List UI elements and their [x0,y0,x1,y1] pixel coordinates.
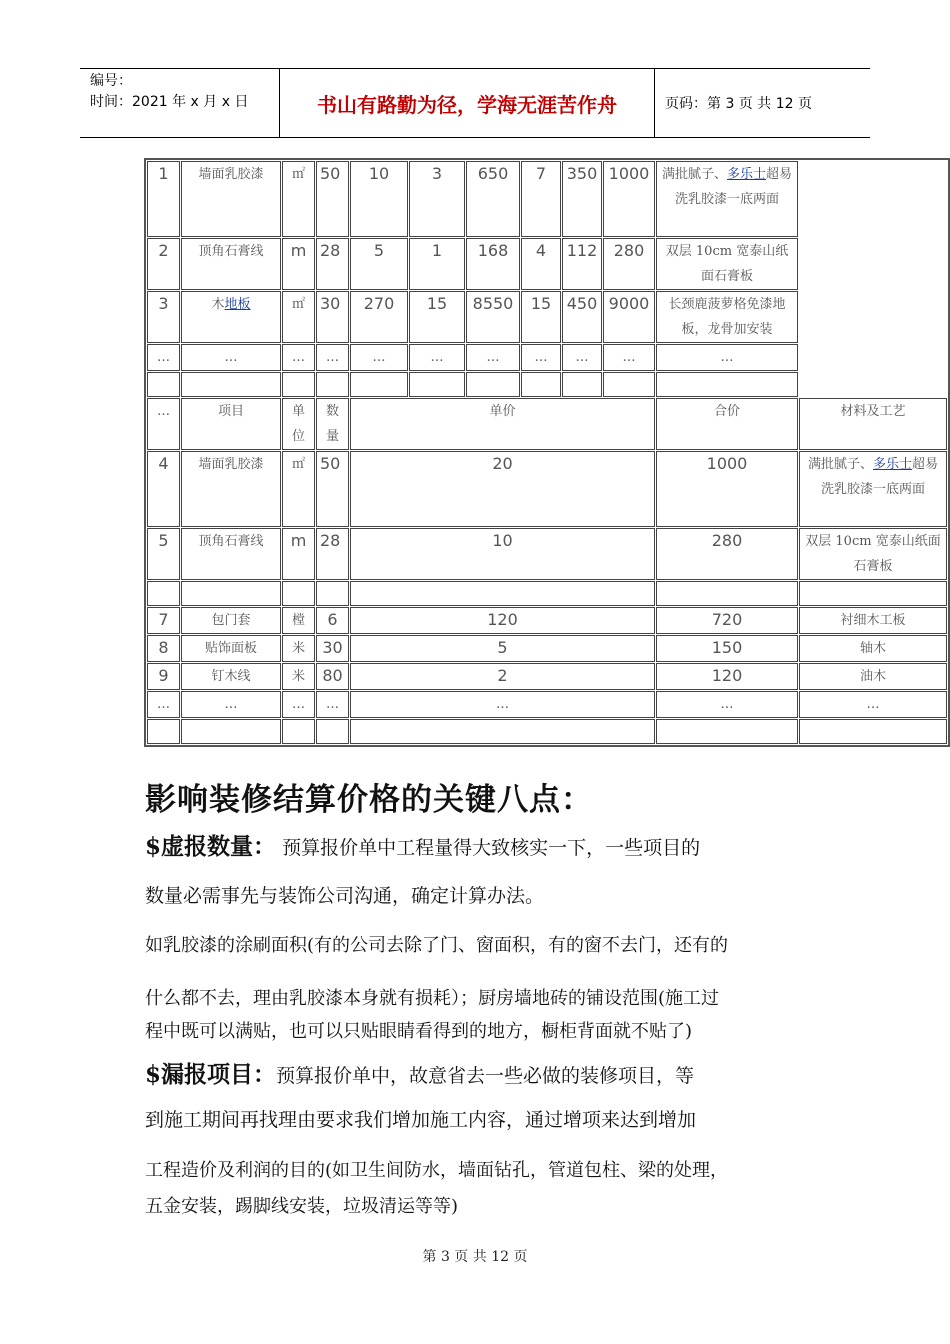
cell-value: 8550 [466,291,520,343]
cell-ellipsis: … [316,344,349,371]
paragraph-line [145,828,825,861]
header-price: 单价 [350,398,655,450]
cell-total: 120 [656,663,798,690]
cell-no: 3 [147,291,180,343]
cell-no: 5 [147,528,180,580]
cell-no: 1 [147,161,180,237]
cell-unit: m [282,528,315,580]
material-text: 超易洗乳胶漆一底两面 [674,167,793,207]
section-title: 影响装修结算价格的关键八点： [145,782,593,818]
cell-ellipsis: … [350,691,655,718]
cell-no: 2 [147,238,180,290]
paragraph-line: 什么都不去，理由乳胶漆本身就有损耗）；厨房墙地砖的铺设范围(施工过 [145,988,720,1009]
table-row [147,663,947,690]
cell-item: 墙面乳胶漆 [181,451,281,527]
cell-ellipsis: … [350,344,408,371]
cell-material: 油木 [799,663,947,690]
cell-value: 4 [521,238,561,290]
header-material: 材料及工艺 [799,398,947,450]
cell-material: 衬细木工板 [799,607,947,634]
header-unit: 单位 [282,398,315,450]
cell-ellipsis: … [282,691,315,718]
cell-ellipsis: … [603,344,655,371]
cell-ellipsis: … [521,344,561,371]
material-link[interactable]: 多乐士 [726,167,766,182]
cell-qty: 28 [316,528,349,580]
paragraph-line: 工程造价及利润的目的(如卫生间防水，墙面钻孔，管道包柱、梁的处理， [145,1160,729,1181]
cell-no: 9 [147,663,180,690]
paragraph-line: 如乳胶漆的涂刷面积(有的公司去除了门、窗面积，有的窗不去门，还有的 [145,935,729,956]
paragraph-line: 五金安装，踢脚线安装，垃圾清运等等) [145,1196,459,1217]
cell-total: 1000 [656,451,798,527]
paragraph-line: 到施工期间再找理由要求我们增加施工内容，通过增项来达到增加 [145,1109,697,1131]
quote-table [144,158,950,747]
paragraph-text: 预算报价单中工程量得大致核实一下，一些项目的 [282,837,701,859]
header-time: 时间：2021 年 x 月 x 日 [90,94,249,110]
header-total: 合价 [656,398,798,450]
cell-value: 5 [350,238,408,290]
header-slogan: 书山有路勤为径，学海无涯苦作舟 [280,69,655,137]
cell-material [656,161,798,237]
item-heading: $虚报数量： [145,833,277,860]
item-heading: $漏报项目： [145,1061,277,1088]
cell-value: 15 [521,291,561,343]
item-text: 木 [211,297,225,312]
cell-ellipsis: … [562,344,602,371]
cell-qty: 30 [316,635,349,662]
cell-item: 墙面乳胶漆 [181,161,281,237]
cell-value: 3 [409,161,465,237]
cell-value: 112 [562,238,602,290]
table-row-empty [147,719,947,744]
cell-qty: 6 [316,607,349,634]
cell-value: 1 [409,238,465,290]
cell-value: 650 [466,161,520,237]
cell-total: 1000 [603,161,655,237]
cell-value: 7 [521,161,561,237]
paragraph-line [145,1056,825,1089]
cell-item: 顶角石膏线 [181,528,281,580]
cell-value: 10 [350,161,408,237]
cell-ellipsis: … [656,344,798,371]
table-row [147,607,947,634]
cell-no: 4 [147,451,180,527]
cell-qty: 80 [316,663,349,690]
cell-material: 轴木 [799,635,947,662]
page-header [80,68,870,138]
cell-total: 280 [656,528,798,580]
cell-material: 双层 10cm 宽泰山纸面石膏板 [656,238,798,290]
cell-unit: 米 [282,663,315,690]
table-row [147,635,947,662]
cell-price: 2 [350,663,655,690]
table-row [147,528,947,580]
cell-no: 8 [147,635,180,662]
material-text: 满批腻子、 [661,167,727,182]
cell-price: 10 [350,528,655,580]
cell-ellipsis: … [147,344,180,371]
cell-ellipsis: … [147,691,180,718]
header-no: … [147,398,180,450]
table-row [147,691,947,718]
cell-unit: ㎡ [282,161,315,237]
header-item: 项目 [181,398,281,450]
cell-total: 150 [656,635,798,662]
cell-item: 顶角石膏线 [181,238,281,290]
cell-qty: 50 [316,451,349,527]
cell-price: 20 [350,451,655,527]
table-row-empty [147,372,947,397]
cell-no: 7 [147,607,180,634]
cell-qty: 30 [316,291,349,343]
page-footer: 第 3 页 共 12 页 [422,1249,528,1265]
cell-value: 15 [409,291,465,343]
cell-value: 450 [562,291,602,343]
cell-unit: m [282,238,315,290]
table-row [147,238,947,290]
material-link[interactable]: 多乐士 [872,457,912,472]
cell-unit: ㎡ [282,451,315,527]
cell-item: 钉木线 [181,663,281,690]
header-qty: 数量 [316,398,349,450]
cell-unit: ㎡ [282,291,315,343]
table-row [147,161,947,237]
cell-qty: 28 [316,238,349,290]
cell-price: 5 [350,635,655,662]
cell-ellipsis: … [316,691,349,718]
cell-material: 双层 10cm 宽泰山纸面石膏板 [799,528,947,580]
cell-material: 长颈鹿菠萝格免漆地板，龙骨加安装 [656,291,798,343]
cell-ellipsis: … [409,344,465,371]
cell-ellipsis: … [181,691,281,718]
cell-item: 包门套 [181,607,281,634]
cell-unit: 米 [282,635,315,662]
paragraph-line: 程中既可以满贴，也可以只贴眼睛看得到的地方，橱柜背面就不贴了) [145,1021,693,1042]
cell-qty: 50 [316,161,349,237]
cell-ellipsis: … [466,344,520,371]
table-row [147,291,947,343]
paragraph-line: 数量必需事先与装饰公司沟通，确定计算办法。 [145,885,545,907]
cell-value: 270 [350,291,408,343]
cell-material [799,451,947,527]
table-row-empty [147,581,947,606]
cell-ellipsis: … [799,691,947,718]
table-row [147,451,947,527]
cell-total: 720 [656,607,798,634]
material-text: 超易洗乳胶漆一底两面 [820,457,939,497]
header-meta [80,69,280,137]
material-text: 满批腻子、 [807,457,873,472]
cell-ellipsis: … [282,344,315,371]
header-page: 页码：第 3 页 共 12 页 [665,96,812,112]
table-row [147,344,947,371]
cell-ellipsis: … [181,344,281,371]
item-link[interactable]: 地板 [224,297,251,312]
cell-total: 280 [603,238,655,290]
cell-ellipsis: … [656,691,798,718]
cell-item: 贴饰面板 [181,635,281,662]
header-number: 编号： [90,73,132,89]
cell-item [181,291,281,343]
cell-value: 168 [466,238,520,290]
cell-value: 350 [562,161,602,237]
cell-total: 9000 [603,291,655,343]
cell-unit: 樘 [282,607,315,634]
cell-price: 120 [350,607,655,634]
table-header-row [147,398,947,450]
paragraph-text: 预算报价单中，故意省去一些必做的装修项目，等 [276,1065,695,1087]
